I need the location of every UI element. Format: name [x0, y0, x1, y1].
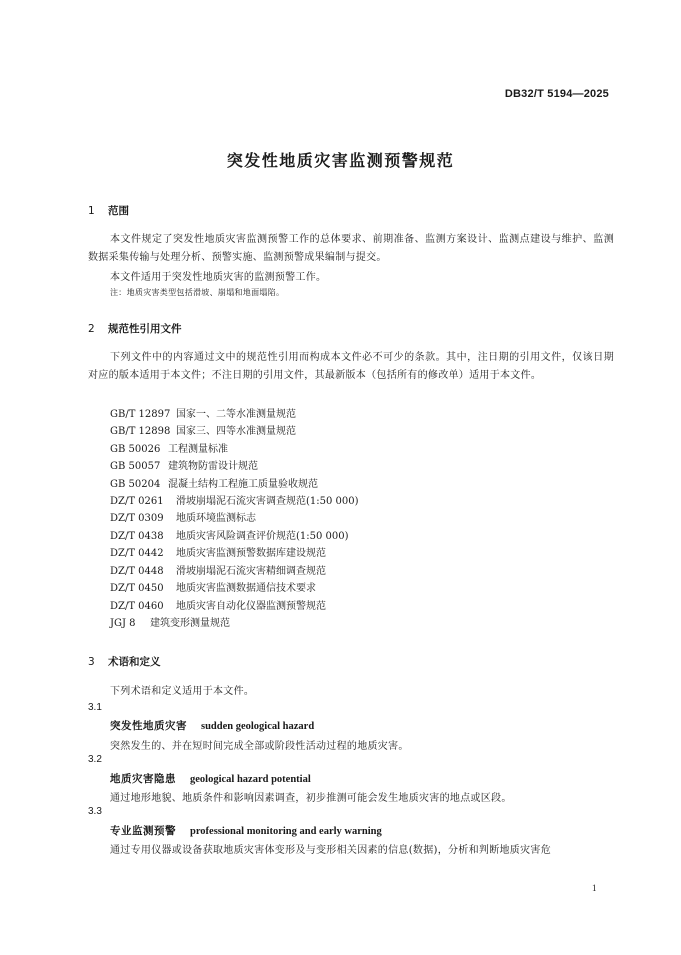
section-title: 范围 [108, 205, 129, 217]
reference-item [110, 440, 228, 455]
section-heading-normative [88, 321, 182, 336]
reference-code: GB 50057 [110, 461, 161, 472]
term-english: geological hazard potential [190, 774, 311, 785]
scope-applicability: 本文件适用于突发性地质灾害的监测预警工作。 [110, 272, 327, 283]
term-number: 3.1 [88, 702, 102, 713]
reference-item [110, 527, 349, 542]
reference-item [110, 597, 326, 612]
reference-code: DZ/T 0438 [110, 531, 164, 542]
reference-code: DZ/T 0450 [110, 583, 164, 594]
term-heading [110, 718, 314, 733]
term-english: professional monitoring and early warning [190, 826, 382, 837]
term-number: 3.3 [88, 806, 102, 817]
reference-code: DZ/T 0261 [110, 496, 164, 507]
term-chinese: 突发性地质灾害 [110, 720, 187, 732]
section-heading-scope [88, 203, 129, 218]
reference-title: 建筑变形测量规范 [150, 618, 230, 629]
section-number: 3 [88, 656, 95, 668]
reference-code: DZ/T 0442 [110, 548, 164, 559]
reference-title: 地质灾害自动化仪器监测预警规范 [176, 601, 326, 612]
term-english: sudden geological hazard [201, 721, 315, 732]
reference-code: DZ/T 0309 [110, 513, 164, 524]
reference-title: 滑坡崩塌泥石流灾害调查规范(1:50 000) [176, 496, 359, 507]
reference-title: 国家一、二等水准测量规范 [176, 409, 296, 420]
reference-title: 地质灾害监测预警数据库建设规范 [176, 548, 326, 559]
reference-item [110, 509, 256, 524]
reference-code: GB/T 12898 [110, 426, 171, 437]
reference-title: 混凝土结构工程施工质量验收规范 [168, 479, 318, 490]
terms-intro: 下列术语和定义适用于本文件。 [110, 686, 255, 697]
reference-code: GB/T 12897 [110, 409, 171, 420]
reference-code: DZ/T 0460 [110, 601, 164, 612]
term-heading [110, 823, 382, 838]
reference-title: 地质灾害风险调查评价规范(1:50 000) [176, 531, 349, 542]
reference-item [110, 544, 326, 559]
reference-item [110, 579, 316, 594]
reference-title: 滑坡崩塌泥石流灾害精细调查规范 [176, 566, 326, 577]
reference-item [110, 457, 258, 472]
scope-paragraph: 本文件规定了突发性地质灾害监测预警工作的总体要求、前期准备、监测方案设计、监测点建设与维护、监测数据采集传输与处理分析、预警实施、监测预警成果编制与提交。 [88, 234, 614, 263]
reference-code: GB 50026 [110, 444, 161, 455]
term-definition: 突然发生的、并在短时间完成全部或阶段性活动过程的地质灾害。 [110, 741, 409, 752]
section-title: 规范性引用文件 [108, 323, 182, 335]
section-number: 2 [88, 323, 95, 335]
reference-item [110, 405, 296, 420]
term-chinese: 地质灾害隐患 [110, 773, 176, 785]
term-definition: 通过专用仪器或设备获取地质灾害体变形及与变形相关因素的信息(数据)，分析和判断地质灾害危 [110, 845, 552, 856]
page-number: 1 [592, 883, 597, 893]
reference-item [110, 492, 359, 507]
section-number: 1 [88, 205, 95, 217]
reference-code: DZ/T 0448 [110, 566, 164, 577]
section-heading-terms [88, 654, 161, 669]
normative-intro: 下列文件中的内容通过文中的规范性引用而构成本文件必不可少的条款。其中，注日期的引用文件，仅该日期对应的版本适用于本文件；不注日期的引用文件，其最新版本（包括所有的修改单）适用于本文件。 [88, 352, 614, 381]
term-definition: 通过地形地貌、地质条件和影响因素调查，初步推测可能会发生地质灾害的地点或区段。 [110, 793, 512, 804]
reference-title: 国家三、四等水准测量规范 [176, 426, 296, 437]
reference-item [110, 422, 296, 437]
reference-title: 地质环境监测标志 [176, 513, 256, 524]
standard-code: DB32/T 5194—2025 [504, 88, 609, 100]
reference-code: GB 50204 [110, 479, 161, 490]
reference-item [110, 475, 318, 490]
reference-item [110, 562, 326, 577]
scope-note: 注：地质灾害类型包括滑坡、崩塌和地面塌陷。 [110, 288, 285, 297]
reference-title: 建筑物防雷设计规范 [168, 461, 258, 472]
reference-code: JGJ 8 [110, 618, 136, 629]
term-number: 3.2 [88, 754, 102, 765]
term-chinese: 专业监测预警 [110, 825, 176, 837]
reference-title: 地质灾害监测数据通信技术要求 [176, 583, 316, 594]
reference-item [110, 614, 230, 629]
reference-title: 工程测量标准 [168, 444, 228, 455]
document-title: 突发性地质灾害监测预警规范 [226, 151, 455, 170]
section-title: 术语和定义 [108, 656, 161, 668]
term-heading [110, 771, 311, 786]
